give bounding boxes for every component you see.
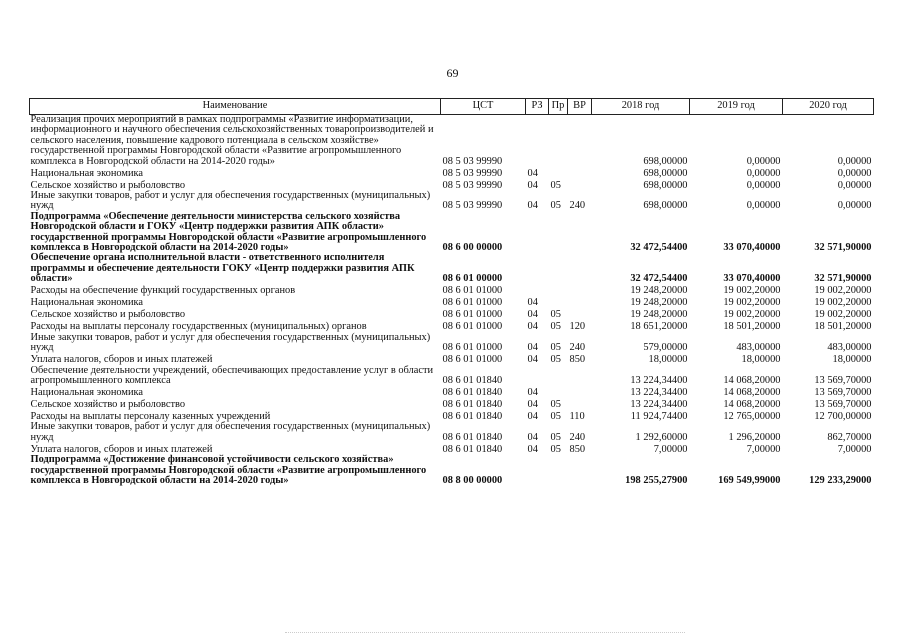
cell-2019: 33 070,40000: [723, 242, 781, 254]
table-row: [30, 321, 874, 333]
cell-cst: 08 6 01 01000: [442, 321, 503, 333]
cell-2020: 32 571,90000: [814, 242, 872, 254]
cell-2019: 7,00000: [746, 443, 781, 455]
cell-pr: 05: [550, 342, 561, 354]
cell-cst: 08 5 03 99990: [442, 200, 503, 212]
cell-2018: 19 248,20000: [630, 297, 688, 309]
cell-2018: 19 248,20000: [630, 285, 688, 297]
cell-name: Расходы на обеспечение функций государственных органов: [30, 285, 296, 297]
cell-2019: 33 070,40000: [723, 273, 781, 285]
cell-rz: [526, 366, 549, 387]
cell-2020: 0,00000: [837, 200, 872, 212]
cell-pr: 05: [550, 309, 561, 321]
cell-cst: 08 5 03 99990: [442, 155, 503, 167]
cell-name: Национальная экономика: [30, 167, 144, 179]
cell-name: Расходы на выплаты персоналу государственных (муниципальных) органов: [30, 321, 367, 333]
cell-2019: 169 549,99000: [718, 474, 781, 486]
cell-vr: 850: [569, 354, 586, 366]
cell-2018: 32 472,54400: [630, 242, 688, 254]
cell-2018: 579,00000: [643, 342, 688, 354]
cell-2019: 12 765,00000: [723, 410, 781, 422]
cell-2019: 14 068,20000: [723, 398, 781, 410]
cell-rz: [526, 253, 549, 284]
cell-rz: [526, 212, 549, 254]
cell-cst: 08 6 00 00000: [442, 242, 503, 254]
cell-2018: 1 292,60000: [635, 431, 688, 443]
cell-pr: 05: [550, 179, 561, 191]
cell-cst: 08 6 01 01840: [442, 374, 503, 386]
cell-cst: 08 8 00 00000: [442, 474, 503, 486]
cell-name: Расходы на выплаты персоналу казенных учреждений: [30, 410, 271, 422]
cell-2018: 13 224,34400: [630, 398, 688, 410]
table-row: [30, 333, 874, 354]
cell-pr: [549, 366, 568, 387]
table-row: [30, 297, 874, 309]
cell-pr: 05: [550, 354, 561, 366]
cell-2020: 0,00000: [837, 155, 872, 167]
cell-pr: 05: [550, 321, 561, 333]
cell-2020: 13 569,70000: [814, 398, 872, 410]
cell-pr: [549, 115, 568, 168]
header-pr: Пр: [549, 99, 568, 115]
table-row: [30, 455, 874, 486]
cell-name: Уплата налогов, сборов и иных платежей: [30, 443, 213, 455]
cell-2019: 1 296,20000: [728, 431, 781, 443]
cell-2018: 18 651,20000: [630, 321, 688, 333]
cell-pr: [549, 212, 568, 254]
cell-pr: 05: [550, 200, 561, 212]
cell-rz: 04: [527, 398, 538, 410]
cell-cst: 08 6 01 01000: [442, 342, 503, 354]
cell-vr: [568, 309, 592, 321]
cell-cst: 08 6 01 00000: [442, 273, 503, 285]
cell-vr: 850: [569, 443, 586, 455]
cell-2019: 19 002,20000: [723, 309, 781, 321]
header-rz: РЗ: [526, 99, 549, 115]
cell-2020: 0,00000: [837, 179, 872, 191]
cell-2018: 698,00000: [643, 155, 688, 167]
cell-2018: 13 224,34400: [630, 374, 688, 386]
cell-rz: 04: [527, 431, 538, 443]
cell-vr: [568, 398, 592, 410]
cell-cst: 08 6 01 01840: [442, 398, 503, 410]
header-cst: ЦСТ: [441, 99, 526, 115]
cell-rz: 04: [527, 386, 538, 398]
table-row: [30, 167, 874, 179]
cell-2020: 129 233,29000: [809, 474, 872, 486]
cell-name: Сельское хозяйство и рыболовство: [30, 179, 186, 191]
cell-cst: 08 5 03 99990: [442, 167, 503, 179]
cell-vr: 110: [569, 410, 585, 422]
cell-2018: 32 472,54400: [630, 273, 688, 285]
cell-2020: 13 569,70000: [814, 386, 872, 398]
cell-pr: 05: [550, 398, 561, 410]
cell-rz: [526, 455, 549, 486]
cell-rz: 04: [527, 321, 538, 333]
cell-name: Иные закупки товаров, работ и услуг для обеспечения государственных (муниципальных) нужд: [30, 190, 431, 212]
table-row: [30, 398, 874, 410]
cell-cst: 08 6 01 01000: [442, 354, 503, 366]
table-row: [30, 285, 874, 297]
page-footer-divider: [285, 632, 685, 634]
cell-name: Подпрограмма «Обеспечение деятельности министерства сельского хозяйства Новгородской области и ГОКУ «Центр поддержки развития АПК области» государственной программы Новгородской области «Развитие агропромышленного комплекса в Новгородской области на 2014-2020 годы»: [30, 210, 427, 254]
cell-name: Уплата налогов, сборов и иных платежей: [30, 354, 213, 366]
cell-2018: 698,00000: [643, 167, 688, 179]
cell-pr: [549, 285, 568, 297]
cell-cst: 08 6 01 01000: [442, 309, 503, 321]
cell-cst: 08 6 01 01840: [442, 431, 503, 443]
cell-pr: 05: [550, 431, 561, 443]
cell-rz: 04: [527, 167, 538, 179]
cell-name: Национальная экономика: [30, 386, 144, 398]
cell-2019: 19 002,20000: [723, 285, 781, 297]
cell-2019: 0,00000: [746, 167, 781, 179]
cell-rz: 04: [527, 354, 538, 366]
header-2020: 2020 год: [783, 99, 874, 115]
cell-2020: 19 002,20000: [814, 309, 872, 321]
table-row: [30, 191, 874, 212]
cell-vr: [568, 253, 592, 284]
header-2018: 2018 год: [592, 99, 690, 115]
cell-rz: 04: [527, 342, 538, 354]
cell-2020: 18 501,20000: [814, 321, 872, 333]
cell-2019: 0,00000: [746, 179, 781, 191]
cell-rz: 04: [527, 443, 538, 455]
cell-name: Обеспечение органа исполнительной власти - ответственного исполнителя программы и обеспечение деятельности ГОКУ «Центр поддержки развития АПК области»: [30, 252, 415, 285]
header-name: Наименование: [30, 99, 441, 115]
cell-pr: 05: [550, 410, 561, 422]
cell-vr: 240: [569, 431, 586, 443]
cell-vr: [568, 386, 592, 398]
cell-2020: 13 569,70000: [814, 374, 872, 386]
cell-name: Обеспечение деятельности учреждений, обеспечивающих предоставление услуг в области агропромышленного комплекса: [30, 364, 434, 386]
cell-cst: 08 6 01 01840: [442, 386, 503, 398]
table-row: [30, 386, 874, 398]
table-row: [30, 309, 874, 321]
table-row: [30, 115, 874, 168]
cell-name: Реализация прочих мероприятий в рамках подпрограммы «Развитие информатизации, информационного и научного обеспечения сельскохозяйственных товаропроизводителей и сельского населения, повышение кадрового потенциала в сельском хозяйстве» государственной программы Новгородской области «Развитие агропромышленного комплекса в Новгородской области на 2014-2020 годы»: [30, 114, 434, 167]
table-row: [30, 354, 874, 366]
cell-pr: [549, 167, 568, 179]
cell-2020: 7,00000: [837, 443, 872, 455]
cell-2019: 0,00000: [746, 200, 781, 212]
cell-cst: 08 6 01 01840: [442, 443, 503, 455]
cell-name: Национальная экономика: [30, 297, 144, 309]
cell-2020: 19 002,20000: [814, 285, 872, 297]
cell-rz: 04: [527, 410, 538, 422]
cell-2020: 0,00000: [837, 167, 872, 179]
cell-pr: 05: [550, 443, 561, 455]
cell-pr: [549, 297, 568, 309]
budget-table: [29, 98, 874, 486]
cell-cst: 08 6 01 01840: [442, 410, 503, 422]
cell-2018: 11 924,74400: [630, 410, 688, 422]
header-2019: 2019 год: [690, 99, 783, 115]
cell-vr: [568, 179, 592, 191]
cell-vr: [568, 366, 592, 387]
table-header-row: [30, 99, 874, 115]
cell-cst: 08 6 01 01000: [442, 297, 503, 309]
cell-2020: 19 002,20000: [814, 297, 872, 309]
cell-pr: [549, 253, 568, 284]
cell-2020: 483,00000: [827, 342, 872, 354]
cell-2020: 18,00000: [832, 354, 872, 366]
table-row: [30, 422, 874, 443]
table-row: [30, 253, 874, 284]
cell-vr: [568, 285, 592, 297]
cell-pr: [549, 455, 568, 486]
cell-2018: 7,00000: [653, 443, 688, 455]
header-vr: ВР: [568, 99, 592, 115]
cell-cst: 08 6 01 01000: [442, 285, 503, 297]
cell-rz: [526, 285, 549, 297]
cell-vr: [568, 167, 592, 179]
cell-rz: 04: [527, 309, 538, 321]
cell-2020: 32 571,90000: [814, 273, 872, 285]
cell-vr: 240: [569, 200, 586, 212]
cell-name: Иные закупки товаров, работ и услуг для обеспечения государственных (муниципальных) нужд: [30, 331, 431, 354]
cell-2019: 18,00000: [741, 354, 781, 366]
cell-vr: [568, 115, 592, 168]
cell-2018: 19 248,20000: [630, 309, 688, 321]
cell-2019: 14 068,20000: [723, 386, 781, 398]
cell-name: Иные закупки товаров, работ и услуг для обеспечения государственных (муниципальных) нужд: [30, 421, 431, 443]
cell-name: Сельское хозяйство и рыболовство: [30, 309, 186, 321]
cell-vr: [568, 297, 592, 309]
cell-2018: 13 224,34400: [630, 386, 688, 398]
cell-rz: [526, 115, 549, 168]
cell-2020: 862,70000: [827, 431, 872, 443]
cell-2020: 12 700,00000: [814, 410, 872, 422]
cell-2018: 698,00000: [643, 200, 688, 212]
table-row: [30, 212, 874, 254]
cell-rz: 04: [527, 200, 538, 212]
cell-cst: 08 5 03 99990: [442, 179, 503, 191]
cell-2019: 0,00000: [746, 155, 781, 167]
cell-vr: 240: [569, 342, 586, 354]
cell-2019: 18 501,20000: [723, 321, 781, 333]
cell-name: Сельское хозяйство и рыболовство: [30, 398, 186, 410]
cell-2018: 18,00000: [648, 354, 688, 366]
cell-name: Подпрограмма «Достижение финансовой устойчивости сельского хозяйства» государственной программы Новгородской области «Развитие агропромышленного комплекса в Новгородской области на 2014-2020 годы»: [30, 454, 427, 486]
cell-2019: 19 002,20000: [723, 297, 781, 309]
cell-2019: 14 068,20000: [723, 374, 781, 386]
cell-2018: 698,00000: [643, 179, 688, 191]
cell-vr: 120: [569, 321, 586, 333]
cell-2019: 483,00000: [736, 342, 781, 354]
page-number: 69: [446, 66, 459, 80]
cell-vr: [568, 212, 592, 254]
cell-pr: [549, 386, 568, 398]
cell-vr: [568, 455, 592, 486]
cell-2018: 198 255,27900: [625, 474, 688, 486]
cell-rz: 04: [527, 179, 538, 191]
table-row: [30, 366, 874, 387]
cell-rz: 04: [527, 297, 538, 309]
